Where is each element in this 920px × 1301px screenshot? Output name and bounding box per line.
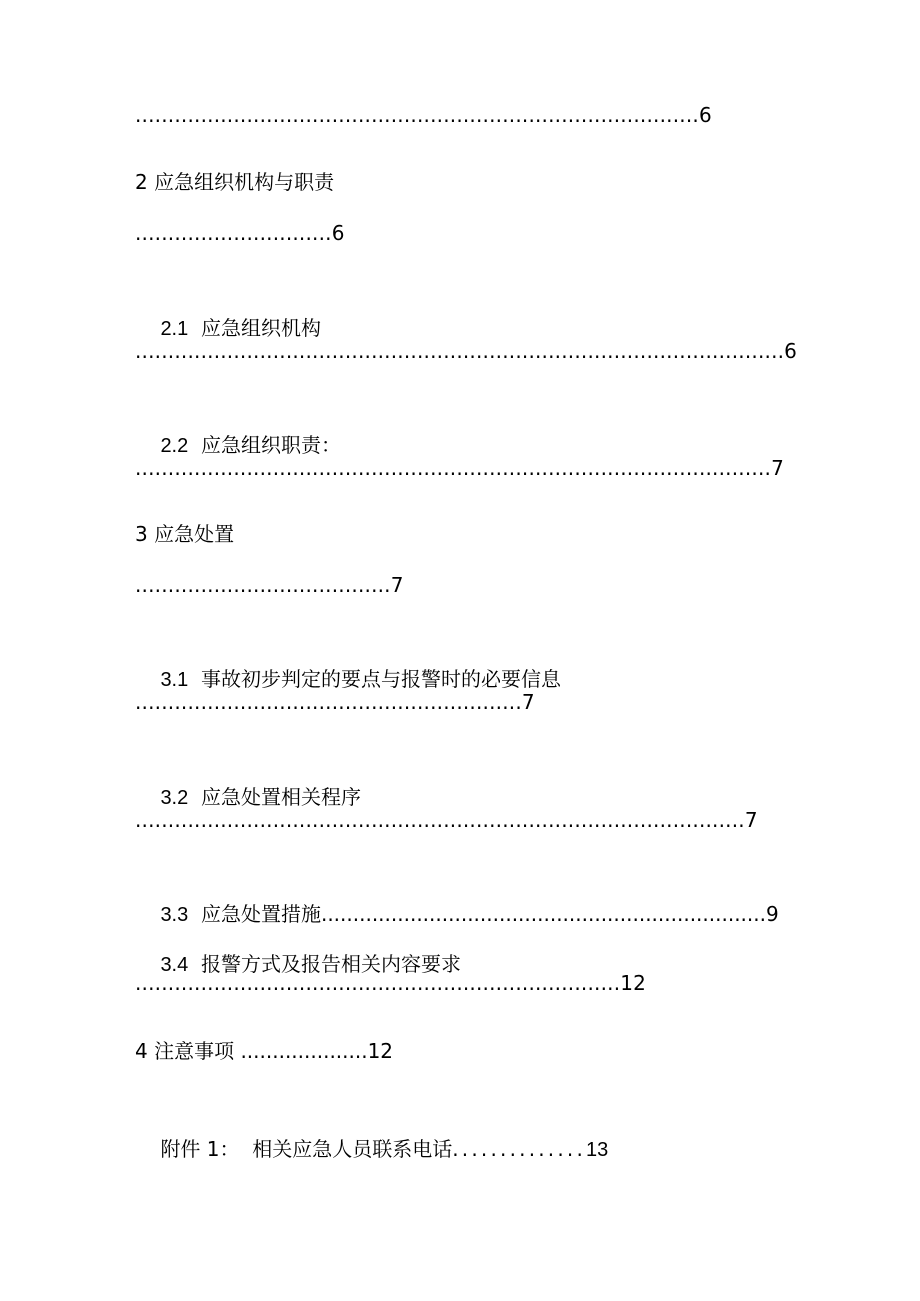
- toc-leader-line: .......................................7: [135, 573, 404, 597]
- toc-title: 应急处置相关程序: [200, 785, 361, 809]
- toc-entry-section-4[interactable]: 4 注意事项 ....................12: [135, 1039, 394, 1063]
- toc-number: 2.2: [160, 435, 189, 457]
- toc-number: 3.4: [160, 954, 189, 976]
- toc-leader-line: .............................................................................................7: [135, 808, 758, 832]
- toc-title: 附件 1： 相关应急人员联系电话: [160, 1137, 453, 1161]
- toc-leader-line: ...................................................................................................6: [135, 339, 798, 363]
- toc-page-number: 13: [586, 1139, 609, 1161]
- toc-leader-line: ......................................................................................6: [135, 103, 712, 127]
- toc-entry-appendix-1[interactable]: [135, 1107, 608, 1192]
- toc-leader-line: ..........................................................................12: [135, 971, 647, 995]
- toc-title: 应急处置措施......................................................................9: [200, 902, 779, 926]
- toc-leader-line: .................................................................................................7: [135, 456, 784, 480]
- toc-leader-line: ...........................................................7: [135, 690, 535, 714]
- toc-leader-dots: ..............: [452, 1137, 587, 1161]
- toc-title: 报警方式及报告相关内容要求: [200, 952, 461, 976]
- toc-number: 3.2: [160, 787, 189, 809]
- toc-title: 应急组织机构: [200, 316, 321, 340]
- toc-leader-line: ..............................6: [135, 221, 345, 245]
- toc-title: 应急组织职责：: [200, 433, 341, 457]
- toc-entry-section-2[interactable]: 2 应急组织机构与职责: [135, 170, 335, 194]
- toc-number: 3.3: [160, 904, 189, 926]
- toc-entry-section-3[interactable]: 3 应急处置: [135, 522, 235, 546]
- toc-title: 事故初步判定的要点与报警时的必要信息: [200, 667, 561, 691]
- toc-number: 2.1: [160, 318, 189, 340]
- toc-number: 3.1: [160, 669, 189, 691]
